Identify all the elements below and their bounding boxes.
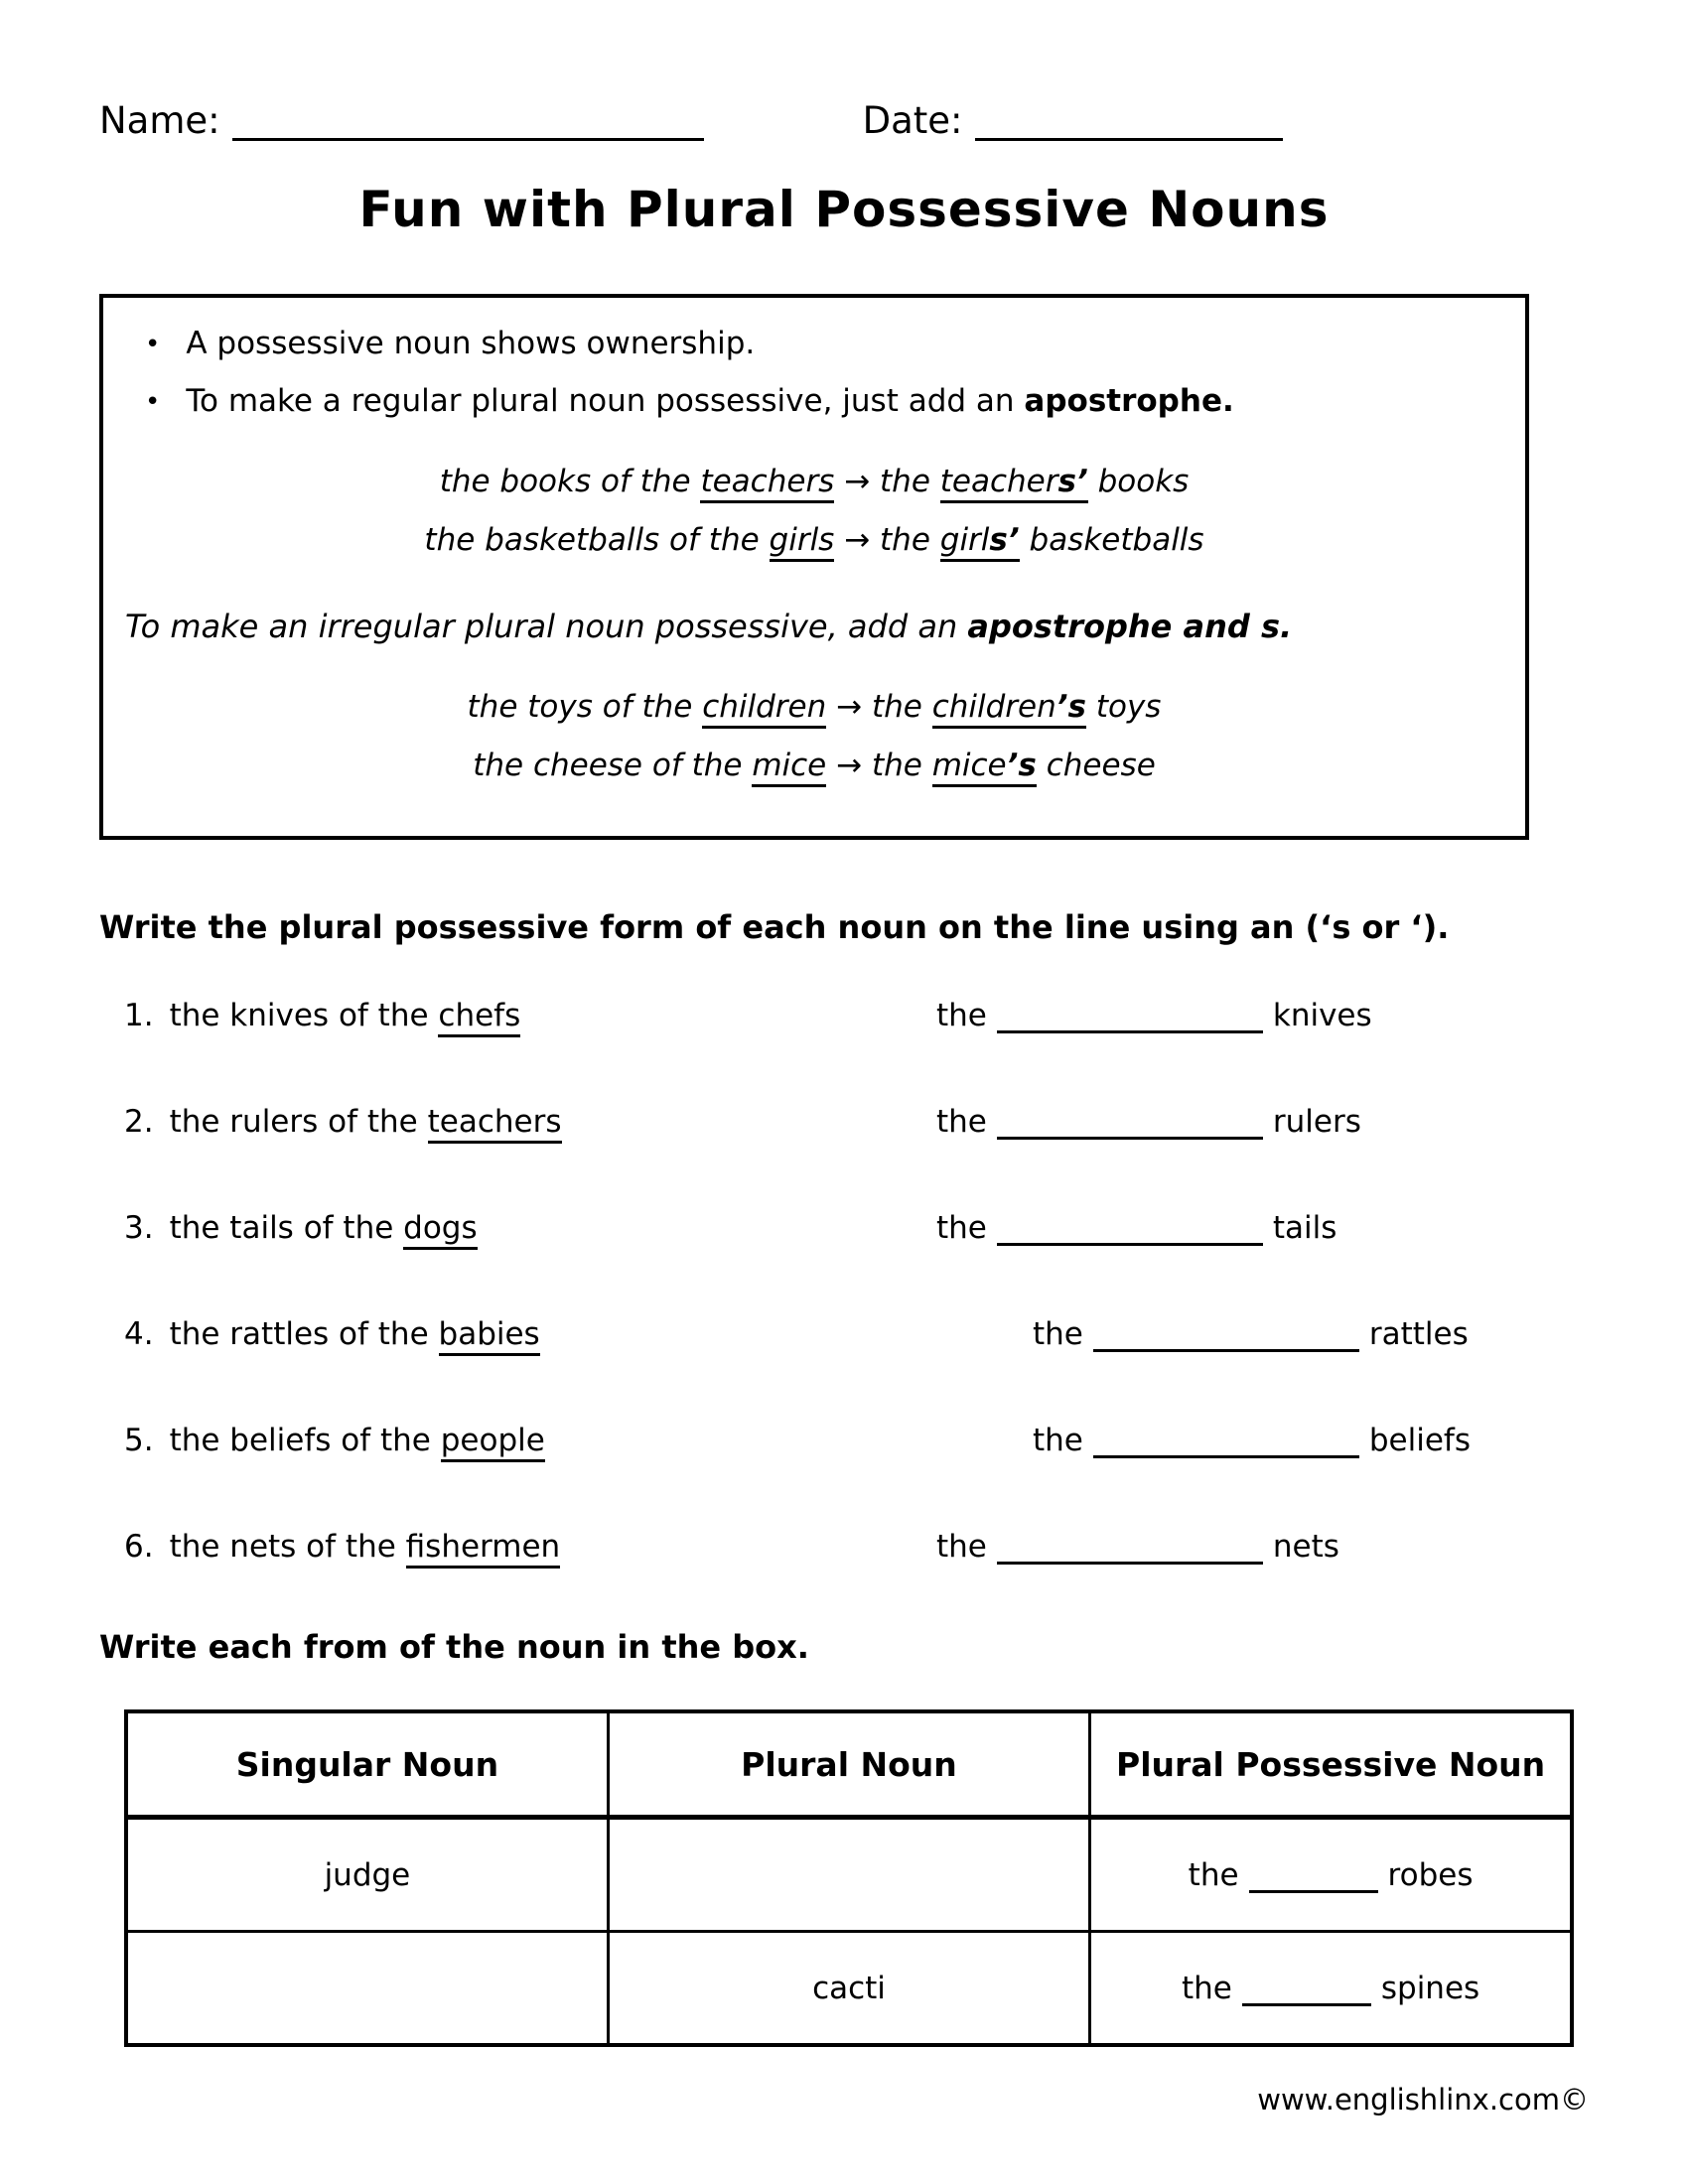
bullet-icon: • — [145, 386, 161, 417]
answer-suffix: knives — [1272, 998, 1372, 1033]
item-answer — [936, 1210, 1336, 1246]
item-prompt: the beliefs of the people — [170, 1423, 545, 1462]
exercise-item-2 — [99, 1104, 1609, 1210]
item-prompt: the rulers of the teachers — [170, 1104, 562, 1144]
bullet-icon: • — [145, 330, 161, 359]
answer-suffix: tails — [1272, 1210, 1337, 1246]
item-number: 5. — [124, 1423, 154, 1458]
exercise-item-3 — [99, 1210, 1609, 1316]
rules-box — [99, 294, 1529, 840]
item-prompt: the rattles of the babies — [170, 1316, 540, 1356]
rule-text-2: To make a regular plural noun possessive, just add an apostrophe. — [186, 382, 1234, 419]
item-answer — [936, 1529, 1339, 1565]
cell-plural: cacti — [608, 1932, 1089, 2046]
rule-bullet-1 — [125, 324, 1503, 365]
item-prompt: the nets of the fishermen — [170, 1529, 561, 1569]
answer-blank-line — [997, 1005, 1263, 1033]
possessive-prefix: the — [1188, 1856, 1239, 1893]
irregular-examples — [125, 678, 1503, 795]
item-number: 1. — [124, 998, 154, 1033]
answer-suffix: nets — [1272, 1529, 1339, 1565]
exercise-instructions: Write the plural possessive form of each noun on the line using an (‘s or ‘). — [99, 908, 1450, 946]
column-header-plural-possessive: Plural Possessive Noun — [1090, 1711, 1572, 1818]
item-answer — [936, 1104, 1361, 1140]
answer-prefix: the — [1033, 1423, 1083, 1458]
page-title: Fun with Plural Possessive Nouns — [358, 181, 1330, 238]
table-instructions: Write each from of the noun in the box. — [99, 1628, 809, 1666]
item-number: 3. — [124, 1210, 154, 1246]
example-line-basketballs: the basketballs of the girls → the girls’ basketballs — [125, 511, 1503, 570]
answer-suffix: rulers — [1272, 1104, 1361, 1140]
answer-prefix: the — [936, 1529, 987, 1565]
item-prompt: the tails of the dogs — [170, 1210, 478, 1250]
noun-table — [124, 1709, 1574, 2047]
answer-prefix: the — [1033, 1316, 1083, 1352]
website-credit: www.englishlinx.com© — [1257, 2083, 1589, 2116]
rule-text-1: A possessive noun shows ownership. — [186, 326, 756, 361]
name-blank-line — [232, 107, 704, 141]
answer-blank-line — [997, 1536, 1263, 1565]
name-label: Name: — [99, 99, 220, 142]
cell-singular: judge — [126, 1818, 608, 1932]
possessive-suffix: spines — [1380, 1970, 1480, 2006]
item-answer — [1033, 1316, 1469, 1352]
possessive-prefix: the — [1181, 1970, 1232, 2006]
item-number: 4. — [124, 1316, 154, 1352]
answer-suffix: rattles — [1368, 1316, 1469, 1352]
example-line-toys: the toys of the children → the children’s toys — [125, 678, 1503, 737]
table-row — [126, 1818, 1572, 1932]
answer-blank-line — [997, 1217, 1263, 1246]
exercise-item-4 — [99, 1316, 1609, 1423]
exercise-list — [99, 998, 1609, 1635]
table-row — [126, 1932, 1572, 2046]
item-number: 2. — [124, 1104, 154, 1140]
cell-plural-possessive — [1090, 1818, 1572, 1932]
item-number: 6. — [124, 1529, 154, 1565]
item-answer — [1033, 1423, 1471, 1458]
name-date-row — [99, 99, 1589, 142]
example-line-books: the books of the teachers → the teachers’ books — [125, 453, 1503, 511]
date-label: Date: — [862, 99, 963, 142]
footer — [0, 2083, 1589, 2116]
answer-blank-line — [997, 1111, 1263, 1140]
rule-bullet-2 — [125, 381, 1503, 423]
date-blank-line — [975, 107, 1283, 141]
item-prompt: the knives of the chefs — [170, 998, 521, 1037]
item-answer — [936, 998, 1372, 1033]
answer-blank-line — [1093, 1323, 1359, 1352]
cell-plural-empty — [608, 1818, 1089, 1932]
answer-suffix: beliefs — [1368, 1423, 1471, 1458]
cell-plural-possessive — [1090, 1932, 1572, 2046]
column-header-singular: Singular Noun — [126, 1711, 608, 1818]
answer-prefix: the — [936, 998, 987, 1033]
answer-prefix: the — [936, 1104, 987, 1140]
table-blank-line — [1249, 1863, 1378, 1892]
cell-singular-empty — [126, 1932, 608, 2046]
answer-prefix: the — [936, 1210, 987, 1246]
exercise-item-6 — [99, 1529, 1609, 1635]
regular-examples — [125, 453, 1503, 570]
column-header-plural: Plural Noun — [608, 1711, 1089, 1818]
possessive-suffix: robes — [1387, 1856, 1474, 1893]
exercise-item-5 — [99, 1423, 1609, 1529]
answer-blank-line — [1093, 1430, 1359, 1458]
table-header-row — [126, 1711, 1572, 1818]
example-line-cheese: the cheese of the mice → the mice’s cheese — [125, 737, 1503, 795]
irregular-rule-text: To make an irregular plural noun possessive, add an apostrophe and s. — [125, 608, 1293, 646]
table-blank-line — [1242, 1977, 1371, 2005]
exercise-item-1 — [99, 998, 1609, 1104]
